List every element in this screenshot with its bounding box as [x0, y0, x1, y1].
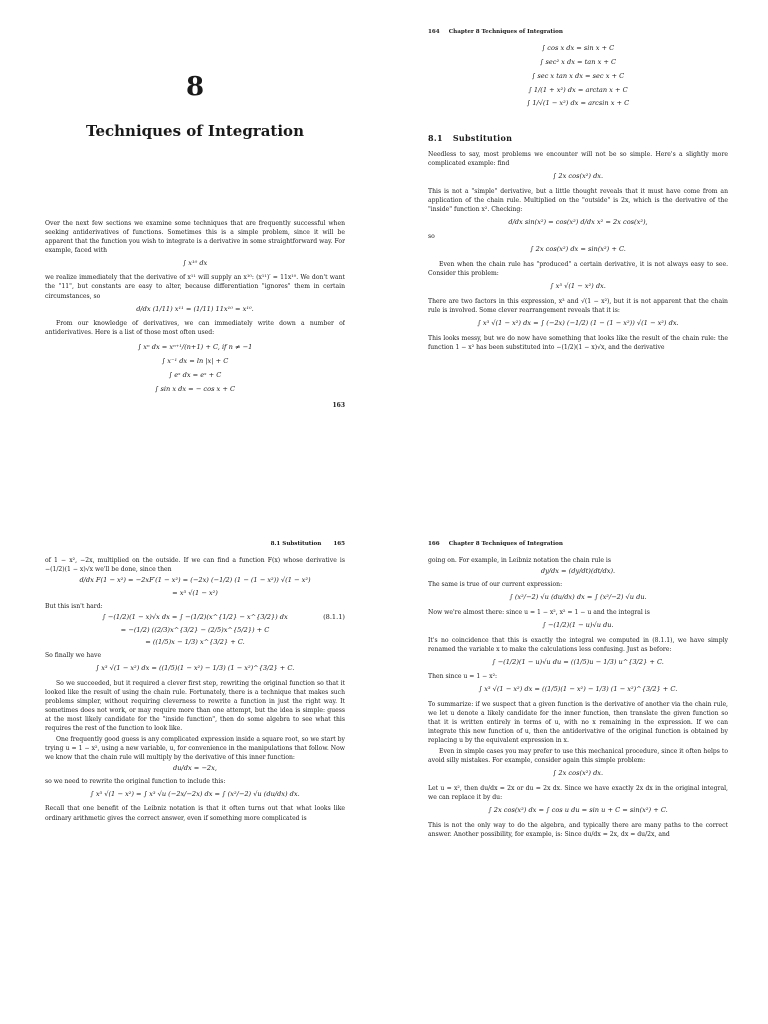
equation: ∫ 2x cos(x²) dx. [552, 769, 604, 778]
paragraph: going on. For example, in Leibniz notation the chain rule is [428, 557, 611, 565]
list-item: ∫ cos x dx = sin x + C [541, 44, 615, 53]
equation: ∫ −(1/2)(1 − u)√u du = ((1/5)u − 1/3) u^{3/2} + C. [492, 657, 664, 666]
list-item: ∫ eˣ dx = eˣ + C [168, 370, 222, 379]
paragraph: Let u = x², then du/dx = 2x or du = 2x dx. Since we have exactly 2x dx in the original integral, we can replace it by du: [428, 784, 728, 801]
equation: ∫ (x²/−2) √u (du/dx) dx = ∫ (x²/−2) √u du. [509, 593, 647, 602]
list-item: ∫ 1/√(1 − x²) dx = arcsin x + C [526, 99, 630, 108]
running-head-title: Chapter 8 Techniques of Integration [448, 29, 563, 35]
equation: = ((1/5)x − 1/3) x^{3/2} + C. [145, 638, 245, 647]
chapter-title: Techniques of Integration [86, 122, 304, 141]
paragraph: One frequently good guess is any complicated expression inside a square root, so we start by trying u = 1 − x², using a new variable, u, for convenience in the manipulations that follow. Now we know that the chain rule will multiply by the derivative of this inner function: [45, 735, 345, 761]
antiderivative-list [428, 44, 728, 109]
list-item: ∫ 1/(1 + x²) dx = arctan x + C [528, 85, 628, 94]
running-head [428, 540, 728, 548]
paragraph: Over the next few sections we examine some techniques that are frequently successful when seeking antiderivatives of functions. Sometimes this is a simple problem, since it will be apparent that the function you wish to integrate is a derivative in some straightforward way. For example, faced with [45, 219, 345, 254]
page-163 [45, 62, 345, 411]
numbered-equation [45, 613, 345, 623]
equation: ∫ x³ √(1 − x²) dx. [550, 282, 606, 291]
antiderivative-list [45, 343, 345, 394]
equation: ∫ 2x cos(x²) dx. [552, 171, 604, 180]
paragraph: This is not the only way to do the algebra, and typically there are many paths to the correct answer. Another possibility, for example, is: Since du/dx = 2x, dx = du/2x, and [428, 821, 728, 838]
paragraph: so [428, 233, 435, 241]
running-head [428, 28, 728, 36]
equation: ∫ x³ √(1 − x²) dx = ((1/5)(1 − x²) − 1/3) (1 − x²)^{3/2} + C. [478, 685, 678, 694]
page-number: 163 [332, 402, 345, 410]
paragraph: Recall that one benefit of the Leibniz notation is that it often turns out that what looks like ordinary arithmetic gives the correct answer, even if something more complicated is [45, 805, 345, 822]
equation: ∫ 2x cos(x²) dx = ∫ cos u du = sin u + C = sin(x²) + C. [488, 806, 668, 814]
paragraph: Now we're almost there: since u = 1 − x², x² = 1 − u and the integral is [428, 608, 650, 616]
paragraph: From our knowledge of derivatives, we can immediately write down a number of antiderivatives. Here is a list of those most often used: [45, 320, 345, 337]
page-165 [45, 540, 345, 825]
equation: ∫ 2x cos(x²) dx = sin(x²) + C. [530, 245, 626, 254]
chapter-spacer [45, 143, 345, 219]
section-number: 8.1 [428, 133, 443, 144]
running-head [45, 540, 345, 548]
equation: = −(1/2) ((2/3)x^{3/2} − (2/5)x^{5/2}) + C [120, 625, 270, 634]
paragraph: It's no coincidence that this is exactly the integral we computed in (8.1.1), we have simply renamed the variable x to make the calculations less confusing. Just as before: [428, 636, 728, 653]
equation-body: ∫ −(1/2)(1 − x)√x dx = ∫ −(1/2)(x^{1/2} − x^{3/2}) dx [102, 612, 288, 621]
page-164 [428, 28, 728, 354]
page-number: 166 [428, 541, 440, 547]
paragraph: The same is true of our current expression: [428, 581, 563, 589]
section-spacer [428, 113, 728, 127]
paragraph: So we succeeded, but it required a clever first step, rewriting the original function so that it looked like the result of using the chain rule. Fortunately, there is a technique that makes such problems simpler, without requiring cleverness to rewrite a function in just the right way. It sometimes does not work, or may require more than one attempt, but the idea is simple: guess at the most likely candidate for the "inside function", then do some algebra to see what this requires the rest of the function to look like. [45, 679, 345, 732]
equation: ∫ x³ √(1 − x²) = ∫ x³ √u (−2x/−2x) dx = ∫ (x²/−2) √u (du/dx) dx. [90, 789, 300, 798]
paragraph: This looks messy, but we do now have something that looks like the result of the chain rule: the function 1 − x² has been substituted into −(1/2)(1 − x)√x, and the derivative [428, 334, 728, 351]
page-number: 164 [428, 29, 440, 35]
list-item: ∫ sec x tan x dx = sec x + C [531, 71, 625, 80]
running-head-title: Chapter 8 Techniques of Integration [448, 541, 563, 547]
chapter-number: 8 [185, 72, 205, 102]
paragraph: This is not a "simple" derivative, but a little thought reveals that it must have come from an application of the chain rule. Multiplied on the "outside" is 2x, which is the derivative of the "inside" function x². Checking: [428, 187, 728, 213]
running-head-title: 8.1 Substitution [270, 541, 322, 547]
equation: d/dx (1/11) x¹¹ = (1/11) 11x¹⁰ = x¹⁰. [136, 304, 254, 313]
page-166 [428, 540, 728, 841]
equation: dy/dx = (dy/dt)(dt/dx). [540, 567, 616, 576]
paragraph: Even when the chain rule has "produced" a certain derivative, it is not always easy to see. Consider this problem: [428, 261, 728, 278]
list-item: ∫ sin x dx = − cos x + C [154, 384, 236, 393]
equation: = x³ √(1 − x²) [172, 589, 218, 598]
paragraph: Needless to say, most problems we encounter will not be so simple. Here's a slightly more complicated example: find [428, 150, 728, 167]
paragraph: There are two factors in this expression, x³ and √(1 − x²), but it is not apparent that the chain rule is involved. Some clever rearrangement reveals that it is: [428, 297, 728, 314]
list-item: ∫ x⁻¹ dx = ln |x| + C [161, 357, 229, 366]
equation: d/dx F(1 − x²) = −2xF′(1 − x²) = (−2x) (−1/2) (1 − (1 − x²)) √(1 − x²) [79, 576, 311, 585]
paragraph: Even in simple cases you may prefer to use this mechanical procedure, since it often helps to avoid silly mistakes. For example, consider again this simple problem: [428, 748, 728, 765]
page-number: 165 [333, 541, 345, 547]
equation: du/dx = −2x, [173, 763, 217, 772]
paragraph: But this isn't hard: [45, 602, 103, 610]
equation: ∫ −(1/2)(1 − u)√u du. [542, 620, 614, 629]
equation-number: (8.1.1) [323, 612, 345, 621]
equation: ∫ x¹⁰ dx [182, 258, 208, 267]
equation: d/dx sin(x²) = cos(x²) d/dx x² = 2x cos(x²), [508, 217, 648, 226]
paragraph: To summarize: if we suspect that a given function is the derivative of another via the chain rule, we let u denote a likely candidate for the inner function, then translate the given function so that it is written entirely in terms of u, with no x remaining in the expression. If we can integrate this new function of u, then the antiderivative of the original function is obtained by replacing u by the equivalent expression in x. [428, 701, 728, 745]
section-title: Substitution [452, 133, 513, 144]
list-item: ∫ xⁿ dx = xⁿ⁺¹/(n+1) + C, if n ≠ −1 [137, 343, 253, 352]
list-item: ∫ sec² x dx = tan x + C [539, 58, 617, 67]
paragraph: so we need to rewrite the original function to include this: [45, 777, 226, 785]
section-heading [428, 133, 728, 145]
paragraph: So finally we have [45, 652, 102, 660]
equation: ∫ x³ √(1 − x²) dx = ((1/5)(1 − x²) − 1/3) (1 − x²)^{3/2} + C. [95, 664, 295, 673]
paragraph: Then since u = 1 − x²: [428, 673, 498, 681]
paragraph: we realize immediately that the derivative of x¹¹ will supply an x¹⁰: (x¹¹)′ = 11x¹⁰. We don't want the "11", but constants are easy to alter, because differentiation "ignores" them in certain circumstances, so [45, 274, 345, 300]
paragraph: of 1 − x², −2x, multiplied on the outside. If we can find a function F(x) whose derivative is −(1/2)(1 − x)√x we'll be done, since then [45, 557, 345, 574]
equation: ∫ x³ √(1 − x²) dx = ∫ (−2x) (−1/2) (1 − (1 − x²)) √(1 − x²) dx. [477, 319, 679, 327]
